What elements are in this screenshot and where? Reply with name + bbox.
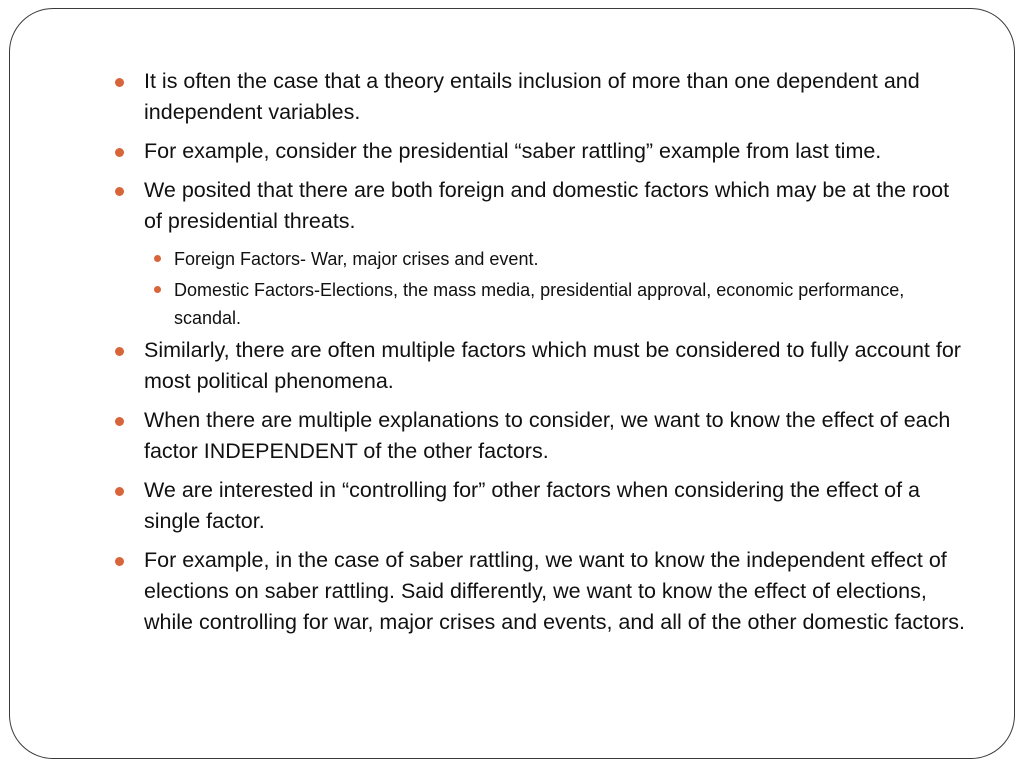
bullet-text: We are interested in “controlling for” other factors when considering the effect of a single factor. [144,478,921,533]
bullet-dot-icon [115,417,124,426]
bullet-text: For example, consider the presidential “saber rattling” example from last time. [144,139,882,163]
bullet-text: It is often the case that a theory entails inclusion of more than one dependent and independent variables. [144,69,920,124]
bullet-dot-icon [115,78,124,87]
bullet-dot-icon [115,487,124,496]
sub-bullet-text: Foreign Factors- War, major crises and event. [174,249,539,269]
bullet-text: We posited that there are both foreign and domestic factors which may be at the root of presidential threats. [144,178,950,233]
bullet-text: For example, in the case of saber rattling, we want to know the independent effect of elections on saber rattling. Said differently, we want to know the effect of elections, while controlling for war, major crises and events, and all of the other domestic factors. [144,548,965,634]
bullet-item [112,405,972,467]
bullet-item [112,136,972,167]
bullet-dot-icon [154,286,161,293]
slide-content [112,66,972,646]
bullet-text: When there are multiple explanations to consider, we want to know the effect of each factor INDEPENDENT of the other factors. [144,408,951,463]
bullet-dot-icon [115,148,124,157]
bullet-item [112,545,972,638]
sub-bullet-text: Domestic Factors-Elections, the mass media, presidential approval, economic performance, scandal. [174,280,905,328]
bullet-dot-icon [115,347,124,356]
bullet-item [112,66,972,128]
bullet-dot-icon [154,255,161,262]
bullet-dot-icon [115,557,124,566]
bullet-list [112,66,972,638]
bullet-dot-icon [115,187,124,196]
sub-bullet-item [112,245,972,273]
sub-bullet-item [112,276,972,332]
bullet-item [112,335,972,397]
bullet-text: Similarly, there are often multiple factors which must be considered to fully account for most political phenomena. [144,338,961,393]
bullet-item [112,475,972,537]
bullet-item [112,175,972,237]
